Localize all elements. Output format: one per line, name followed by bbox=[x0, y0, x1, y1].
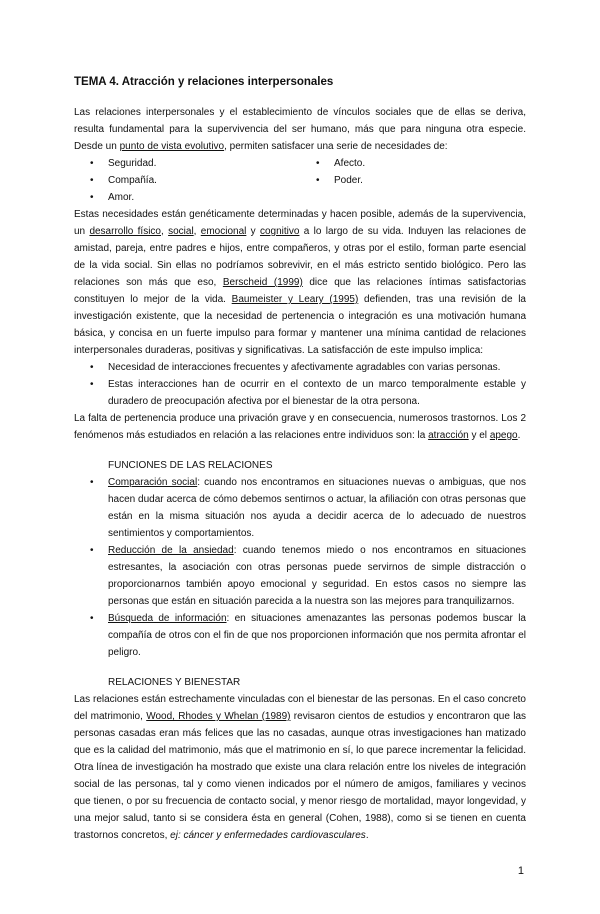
list-item bbox=[74, 542, 526, 610]
list-item: • Amor. bbox=[74, 189, 300, 206]
intro-paragraph bbox=[74, 104, 526, 155]
implies-list-wrap bbox=[74, 359, 526, 410]
text-run: y el bbox=[468, 430, 490, 441]
underlined-term: Comparación social bbox=[108, 477, 198, 488]
needs-list-col2 bbox=[300, 155, 526, 206]
underlined-term: atracción bbox=[428, 430, 469, 441]
section-heading: FUNCIONES DE LAS RELACIONES bbox=[108, 460, 273, 471]
text-run: revisaron cientos de estudios y encontraron que las personas casadas eran más felices que las no casadas, aunque otras investigaciones han matizado que es la calidad del matrimonio, más que el matrimonio en sí, lo que parece incrementar la felicidad. Otra línea de investigación ha mostrado que existe una clara relación entre los niveles de integración social de las personas, tal y como vienen indicados por el número de amigos, familiares y vecinos que tienen, o por su frecuencia de contacto social, y menor riesgo de mortalidad, mayor longevidad, y una mejor salud, tanto si se considera ésta en general (Cohen, 1988), como si se tienen en cuenta trastornos concretos, bbox=[74, 711, 527, 841]
implies-list bbox=[74, 359, 526, 410]
underlined-term: Baumeister y Leary (1995) bbox=[231, 294, 359, 305]
document-body bbox=[74, 74, 526, 844]
underlined-term: punto de vista evolutivo bbox=[119, 141, 225, 152]
section-functions bbox=[74, 457, 526, 661]
text-run: . bbox=[517, 430, 521, 441]
wellbeing-paragraph bbox=[74, 691, 526, 844]
section-heading: RELACIONES Y BIENESTAR bbox=[108, 677, 241, 688]
list-item: • Estas interacciones han de ocurrir en el contexto de un marco temporalmente estable y duradero de preocupación afectiva por el bienestar de la otra persona. bbox=[74, 376, 526, 410]
text-run: Las relaciones interpersonales y el establecimiento de vínculos sociales que de ellas se deriva, resulta fundamental para la supervivencia del ser humano, más que para ninguna otra especie. Desde un bbox=[74, 107, 526, 152]
list-item bbox=[74, 474, 526, 542]
text-run: : en situaciones amenazantes las personas podemos buscar la compañía de otros con el fin de que nos proporcionen información que nos permita afrontar el peligro. bbox=[108, 613, 526, 658]
needs-list bbox=[74, 155, 526, 206]
section-wellbeing bbox=[74, 674, 526, 844]
belonging-paragraph bbox=[74, 410, 526, 444]
text-run: dice que las relaciones íntimas satisfactorias constituyen lo mejor de la vida. bbox=[74, 277, 527, 305]
page-title: TEMA 4. Atracción y relaciones interpersonales bbox=[74, 76, 334, 88]
underlined-term: apego bbox=[489, 430, 518, 441]
underlined-term: social bbox=[168, 226, 194, 237]
functions-list bbox=[74, 474, 526, 661]
underlined-term: Wood, Rhodes y Whelan (1989) bbox=[146, 711, 291, 722]
text-run: , permiten satisfacer una serie de necesidades de: bbox=[224, 141, 448, 152]
needs-paragraph bbox=[74, 206, 526, 359]
list-item: • Afecto. bbox=[300, 155, 526, 172]
text-run: defienden, tras una revisión de la investigación existente, que la necesidad de pertenencia o integración es una motivación humana básica, y concisa en un fuerte impulso para formar y mantener una mínima cantidad de relaciones interpersonales duraderas, positivas y significativas. La satisfacción de este impulso implica: bbox=[74, 294, 526, 356]
text-run: y bbox=[246, 226, 260, 237]
list-item: • Compañía. bbox=[74, 172, 300, 189]
text-run: : cuando nos encontramos en situaciones nuevas o ambiguas, que nos hacen dudar acerca de cómo debemos sentirnos o actuar, la afiliación con otras personas que están en la misma situación nos ayuda a decidir acerca de lo adecuado de nuestros sentimientos y comportamientos. bbox=[108, 477, 526, 539]
page-number: 1 bbox=[517, 865, 524, 877]
list-item: • Poder. bbox=[300, 172, 526, 189]
underlined-term: Búsqueda de información bbox=[108, 613, 227, 624]
underlined-term: emocional bbox=[200, 226, 247, 237]
list-item: • Necesidad de interacciones frecuentes y afectivamente agradables con varias personas. bbox=[74, 359, 526, 376]
underlined-term: desarrollo físico bbox=[89, 226, 161, 237]
underlined-term: Berscheid (1999) bbox=[222, 277, 303, 288]
text-run: : cuando tenemos miedo o nos encontramos en situaciones estresantes, la asociación con otras personas puede servirnos de simple distracción o proporcionarnos también apoyo emocional y seguridad. En estos casos no siempre las personas que están en situación parecida a la nuestra son las mejores para tranquilizarnos. bbox=[108, 545, 526, 607]
list-item bbox=[74, 610, 526, 661]
list-item: • Seguridad. bbox=[74, 155, 300, 172]
text-run: , bbox=[193, 226, 201, 237]
text-run: Las relaciones están estrechamente vinculadas con el bienestar de las personas. En el caso concreto del matrimonio, bbox=[74, 694, 526, 722]
text-run: , bbox=[161, 226, 169, 237]
text-run: . bbox=[365, 830, 369, 841]
underlined-term: Reducción de la ansiedad bbox=[108, 545, 234, 556]
text-run: La falta de pertenencia produce una privación grave y en consecuencia, numerosos trastornos. Los 2 fenómenos más estudiados en relación a las relaciones entre individuos son: la bbox=[74, 413, 526, 441]
needs-list-col1 bbox=[74, 155, 300, 206]
italic-text: ej: cáncer y enfermedades cardiovasculares bbox=[170, 830, 366, 841]
underlined-term: cognitivo bbox=[259, 226, 300, 237]
text-run: Estas necesidades están genéticamente determinadas y hacen posible, además de la supervivencia, un bbox=[74, 209, 526, 237]
text-run: a lo largo de su vida. Induyen las relaciones de amistad, pareja, entre padres e hijos, entre compañeros, y otras por el estilo, forman parte esencial de la vida social. Sin ellas no podríamos sobrevivir, en el más estricto sentido biológico. Pero las relaciones son más que eso, bbox=[74, 226, 527, 288]
